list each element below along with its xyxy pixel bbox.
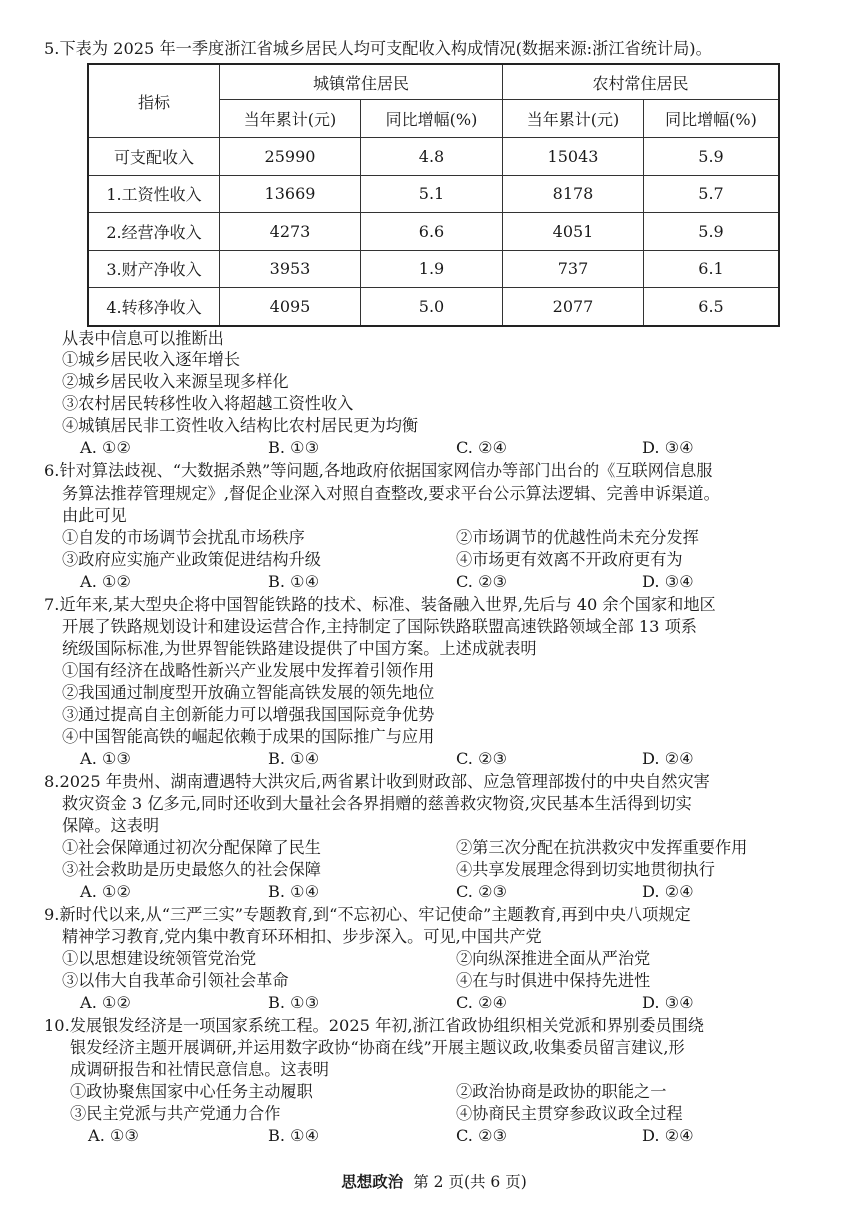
footer-page-number: 第 2 页(共 6 页) <box>413 1173 527 1191</box>
urban-cum-cell: 25990 <box>220 138 361 176</box>
urban-growth-cell: 1.9 <box>361 250 503 288</box>
rural-cum-cell: 8178 <box>503 175 644 213</box>
q8-item: ③社会救助是历史最悠久的社会保障 <box>62 860 321 879</box>
q10-option-c[interactable]: C. ②③ <box>456 1126 508 1145</box>
urban-growth-cell: 5.0 <box>361 288 503 326</box>
row-label: 1.工资性收入 <box>88 175 220 213</box>
q10-item: ③民主党派与共产党通力合作 <box>70 1104 281 1123</box>
q9-option-b[interactable]: B. ①③ <box>268 993 320 1012</box>
table-header-rural: 农村常住居民 <box>503 64 780 100</box>
q6-option-b[interactable]: B. ①④ <box>268 572 320 591</box>
q8-stem-line: 8.2025 年贵州、湖南遭遇特大洪灾后,两省累计收到财政部、应急管理部拨付的中央自然灾害 <box>44 772 710 791</box>
rural-cum-cell: 737 <box>503 250 644 288</box>
q6-item: ③政府应实施产业政策促进结构升级 <box>62 550 321 569</box>
q7-stem-line: 开展了铁路规划设计和建设运营合作,主持制定了国际铁路联盟高速铁路领域全部 13 项系 <box>62 617 697 636</box>
q10-item: ②政治协商是政协的职能之一 <box>456 1082 667 1101</box>
q8-item: ①社会保障通过初次分配保障了民生 <box>62 838 321 857</box>
row-label: 3.财产净收入 <box>88 250 220 288</box>
table-subheader-urban-cum: 当年累计(元) <box>220 100 361 138</box>
urban-cum-cell: 3953 <box>220 250 361 288</box>
q6-stem-line: 6.针对算法歧视、“大数据杀熟”等问题,各地政府依据国家网信办等部门出台的《互联网信息服 <box>44 461 713 480</box>
page-footer <box>0 1172 868 1192</box>
table-row <box>88 175 779 213</box>
q10-stem-line: 10.发展银发经济是一项国家系统工程。2025 年初,浙江省政协组织相关党派和界别委员围绕 <box>44 1016 704 1035</box>
q9-item: ①以思想建设统领管党治党 <box>62 949 257 968</box>
q8-stem-line: 救灾资金 3 亿多元,同时还收到大量社会各界捐赠的慈善救灾物资,灾民基本生活得到切实 <box>62 794 692 813</box>
table-subheader-urban-growth: 同比增幅(%) <box>361 100 503 138</box>
q5-stem: 5.下表为 2025 年一季度浙江省城乡居民人均可支配收入构成情况(数据来源:浙江省统计局)。 <box>44 39 712 58</box>
urban-cum-cell: 4095 <box>220 288 361 326</box>
rural-cum-cell: 4051 <box>503 213 644 251</box>
q7-stem-line: 7.近年来,某大型央企将中国智能铁路的技术、标准、装备融入世界,先后与 40 余个国家和地区 <box>44 595 716 614</box>
rural-growth-cell: 5.9 <box>644 213 780 251</box>
q10-option-a[interactable]: A. ①③ <box>88 1126 140 1145</box>
row-label: 4.转移净收入 <box>88 288 220 326</box>
q7-option-a[interactable]: A. ①③ <box>80 749 132 768</box>
q8-item: ④共享发展理念得到切实地贯彻执行 <box>456 860 715 879</box>
q10-stem-line: 银发经济主题开展调研,并运用数字政协“协商在线”开展主题议政,收集委员留言建议,形 <box>70 1038 685 1057</box>
table-header-urban: 城镇常住居民 <box>220 64 503 100</box>
q5-option-c[interactable]: C. ②④ <box>456 438 508 457</box>
q6-item: ②市场调节的优越性尚未充分发挥 <box>456 528 699 547</box>
table-row <box>88 213 779 251</box>
q8-option-d[interactable]: D. ②④ <box>642 882 694 901</box>
q9-option-a[interactable]: A. ①② <box>80 993 132 1012</box>
q7-item: ①国有经济在战略性新兴产业发展中发挥着引领作用 <box>62 661 435 680</box>
urban-growth-cell: 6.6 <box>361 213 503 251</box>
urban-growth-cell: 4.8 <box>361 138 503 176</box>
row-label: 2.经营净收入 <box>88 213 220 251</box>
q6-option-a[interactable]: A. ①② <box>80 572 132 591</box>
q10-item: ①政协聚焦国家中心任务主动履职 <box>70 1082 313 1101</box>
q7-item: ③通过提高自主创新能力可以增强我国国际竞争优势 <box>62 705 435 724</box>
rural-cum-cell: 2077 <box>503 288 644 326</box>
rural-growth-cell: 5.7 <box>644 175 780 213</box>
q8-option-b[interactable]: B. ①④ <box>268 882 320 901</box>
rural-cum-cell: 15043 <box>503 138 644 176</box>
q10-stem-line: 成调研报告和社情民意信息。这表明 <box>70 1060 329 1079</box>
table-row <box>88 250 779 288</box>
q9-item: ③以伟大自我革命引领社会革命 <box>62 971 289 990</box>
q8-option-a[interactable]: A. ①② <box>80 882 132 901</box>
q7-item: ②我国通过制度型开放确立智能高铁发展的领先地位 <box>62 683 435 702</box>
q8-option-c[interactable]: C. ②③ <box>456 882 508 901</box>
q7-option-c[interactable]: C. ②③ <box>456 749 508 768</box>
q5-item: ③农村居民转移性收入将超越工资性收入 <box>62 394 354 413</box>
rural-growth-cell: 5.9 <box>644 138 780 176</box>
q7-stem-line: 统级国际标准,为世界智能铁路建设提供了中国方案。上述成就表明 <box>62 639 537 658</box>
q5-item: ④城镇居民非工资性收入结构比农村居民更为均衡 <box>62 416 419 435</box>
q6-item: ④市场更有效离不开政府更有为 <box>456 550 683 569</box>
q7-option-d[interactable]: D. ②④ <box>642 749 694 768</box>
rural-growth-cell: 6.1 <box>644 250 780 288</box>
urban-growth-cell: 5.1 <box>361 175 503 213</box>
q6-item: ①自发的市场调节会扰乱市场秩序 <box>62 528 305 547</box>
q5-item: ①城乡居民收入逐年增长 <box>62 350 241 369</box>
q8-item: ②第三次分配在抗洪救灾中发挥重要作用 <box>456 838 748 857</box>
q9-stem-line: 精神学习教育,党内集中教育环环相扣、步步深入。可见,中国共产党 <box>62 927 542 946</box>
urban-cum-cell: 4273 <box>220 213 361 251</box>
q9-item: ④在与时俱进中保持先进性 <box>456 971 651 990</box>
q6-option-d[interactable]: D. ③④ <box>642 572 694 591</box>
rural-growth-cell: 6.5 <box>644 288 780 326</box>
q7-option-b[interactable]: B. ①④ <box>268 749 320 768</box>
q9-stem-line: 9.新时代以来,从“三严三实”专题教育,到“不忘初心、牢记使命”主题教育,再到中央八项规定 <box>44 905 691 924</box>
table-header-indicator: 指标 <box>88 64 220 138</box>
table-row <box>88 138 779 176</box>
q10-item: ④协商民主贯穿参政议政全过程 <box>456 1104 683 1123</box>
q7-item: ④中国智能高铁的崛起依赖于成果的国际推广与应用 <box>62 727 435 746</box>
table-subheader-rural-cum: 当年累计(元) <box>503 100 644 138</box>
q9-item: ②向纵深推进全面从严治党 <box>456 949 651 968</box>
q5-option-a[interactable]: A. ①② <box>80 438 132 457</box>
q6-stem-line: 由此可见 <box>62 506 127 525</box>
urban-cum-cell: 13669 <box>220 175 361 213</box>
q10-option-b[interactable]: B. ①④ <box>268 1126 320 1145</box>
footer-subject: 思想政治 <box>341 1172 404 1191</box>
q5-lead: 从表中信息可以推断出 <box>62 329 224 348</box>
table-row <box>88 288 779 326</box>
q6-option-c[interactable]: C. ②③ <box>456 572 508 591</box>
q10-option-d[interactable]: D. ②④ <box>642 1126 694 1145</box>
income-table <box>87 63 780 327</box>
q5-option-d[interactable]: D. ③④ <box>642 438 694 457</box>
q8-stem-line: 保障。这表明 <box>62 816 160 835</box>
row-label: 可支配收入 <box>88 138 220 176</box>
q9-option-c[interactable]: C. ②④ <box>456 993 508 1012</box>
q5-option-b[interactable]: B. ①③ <box>268 438 320 457</box>
q5-item: ②城乡居民收入来源呈现多样化 <box>62 372 289 391</box>
q9-option-d[interactable]: D. ③④ <box>642 993 694 1012</box>
table-subheader-rural-growth: 同比增幅(%) <box>644 100 780 138</box>
q6-stem-line: 务算法推荐管理规定》,督促企业深入对照自查整改,要求平台公示算法逻辑、完善申诉渠道。 <box>62 484 720 503</box>
